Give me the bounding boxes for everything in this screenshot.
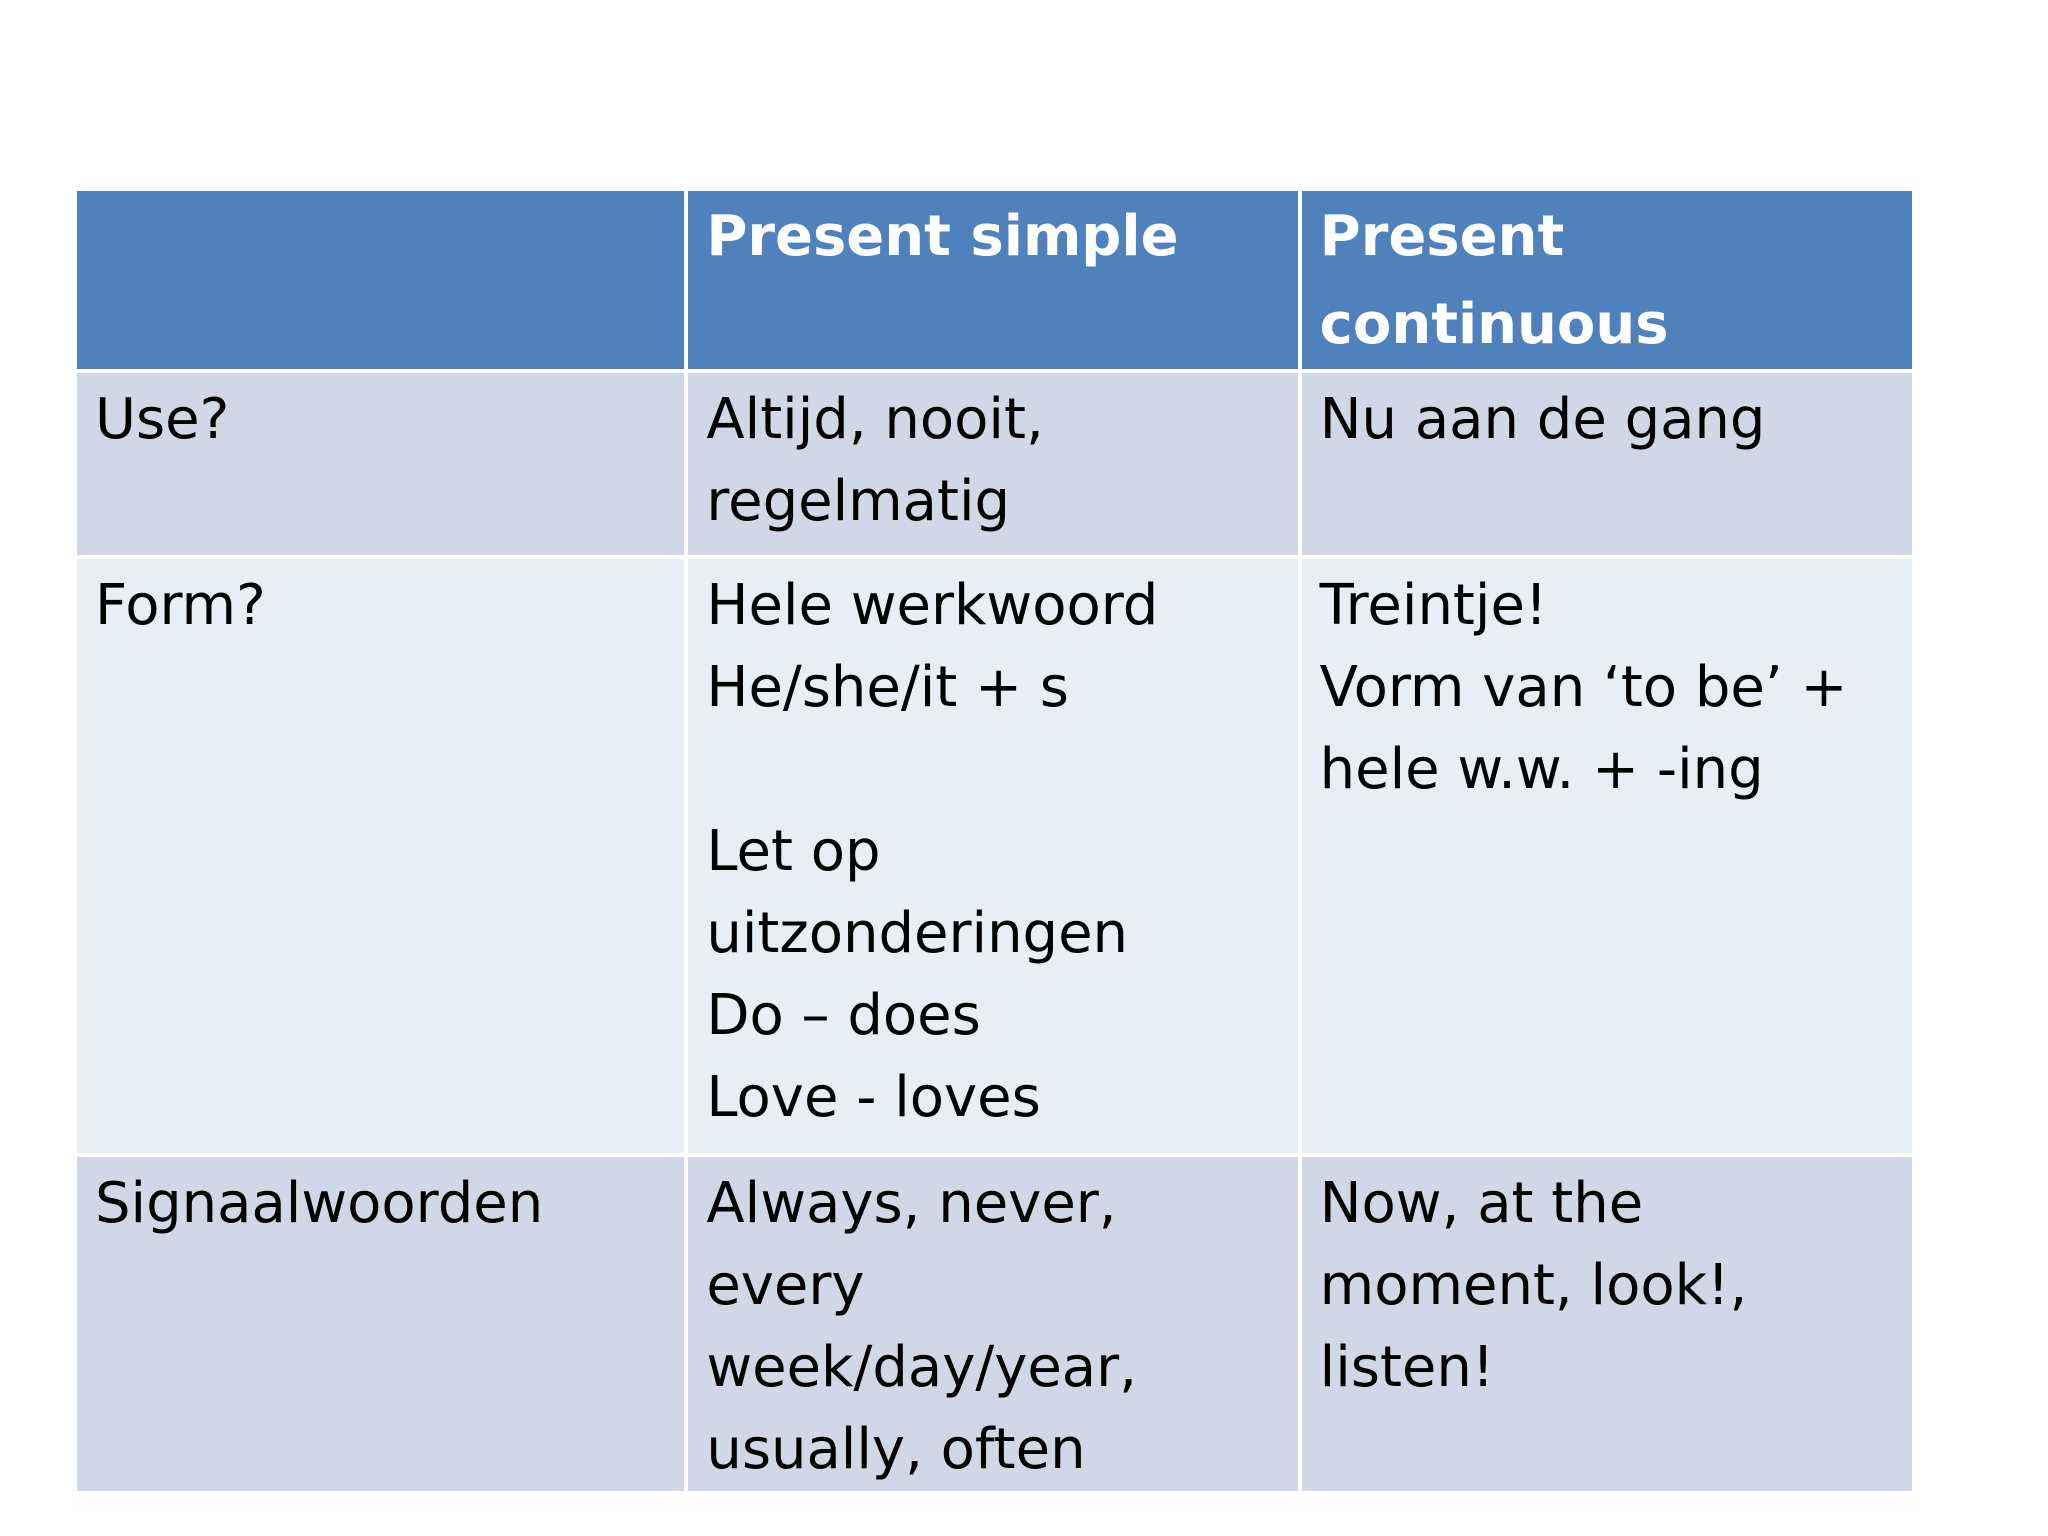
table-row bbox=[75, 1155, 1914, 1493]
cell-use-continuous: Nu aan de gang bbox=[1300, 371, 1914, 557]
cell-signal-simple: Always, never, every week/day/year, usually, often bbox=[686, 1155, 1299, 1493]
table-row bbox=[75, 371, 1914, 557]
table-header-row bbox=[75, 189, 1914, 371]
cell-form-simple: Hele werkwoord He/she/it + s Let op uitzonderingen Do – does Love - loves bbox=[686, 557, 1299, 1155]
tense-comparison-table bbox=[73, 187, 1916, 1495]
header-corner-cell bbox=[75, 189, 686, 371]
cell-use-simple: Altijd, nooit, regelmatig bbox=[686, 371, 1299, 557]
row-label-use: Use? bbox=[75, 371, 686, 557]
row-label-signaalwoorden: Signaalwoorden bbox=[75, 1155, 686, 1493]
header-present-simple: Present simple bbox=[686, 189, 1299, 371]
row-label-form: Form? bbox=[75, 557, 686, 1155]
header-present-continuous: Present continuous bbox=[1300, 189, 1914, 371]
cell-signal-continuous: Now, at the moment, look!, listen! bbox=[1300, 1155, 1914, 1493]
cell-form-continuous: Treintje! Vorm van ‘to be’ + hele w.w. + -ing bbox=[1300, 557, 1914, 1155]
table-row bbox=[75, 557, 1914, 1155]
